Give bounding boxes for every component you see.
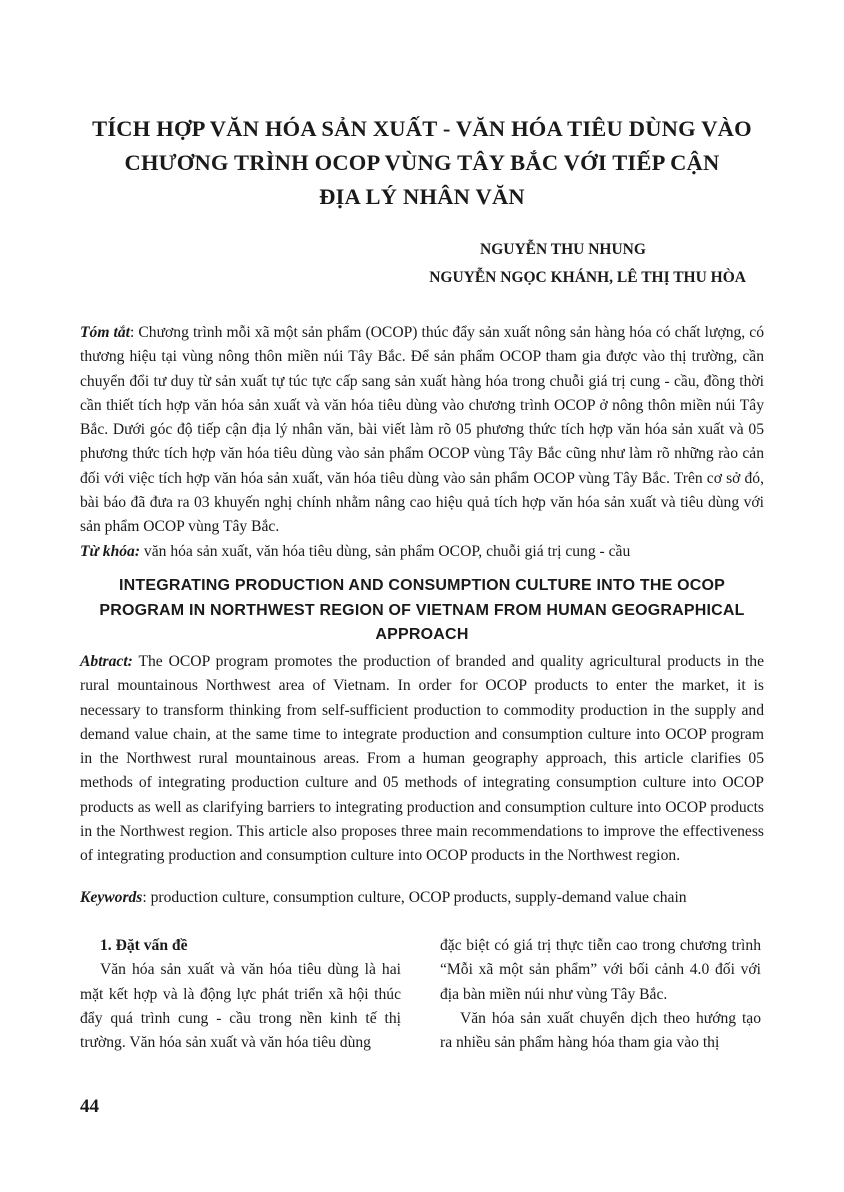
vietnamese-keywords	[80, 540, 764, 564]
section-heading: 1. Đặt vấn đề	[100, 937, 188, 954]
vietnamese-title-line-2: CHƯƠNG TRÌNH OCOP VÙNG TÂY BẮC VỚI TIẾP CẬN	[124, 150, 720, 175]
body-paragraph: đặc biệt có giá trị thực tiễn cao trong chương trình “Mỗi xã một sản phẩm” với bối cảnh 4.0 đối với địa bàn miền núi như vùng Tây Bắc.	[440, 937, 761, 1003]
english-title	[70, 574, 774, 648]
author-line-2: NGUYỄN NGỌC KHÁNH, LÊ THỊ THU HÒA	[429, 269, 746, 286]
vietnamese-keywords-label: Từ khóa:	[80, 543, 141, 560]
body-column-left	[80, 934, 401, 1055]
vietnamese-title-line-3: ĐỊA LÝ NHÂN VĂN	[319, 184, 525, 209]
english-title-line-2: PROGRAM IN NORTHWEST REGION OF VIETNAM FROM HUMAN GEOGRAPHICAL	[99, 601, 745, 619]
author-line-1: NGUYỄN THU NHUNG	[480, 241, 646, 258]
english-keywords	[80, 886, 764, 910]
english-abstract	[80, 650, 764, 869]
abstract-label: Abtract:	[80, 653, 133, 670]
body-paragraph: Văn hóa sản xuất chuyển dịch theo hướng tạo ra nhiều sản phẩm hàng hóa tham gia vào thị	[440, 1009, 761, 1052]
vietnamese-title-line-1: TÍCH HỢP VĂN HÓA SẢN XUẤT - VĂN HÓA TIÊU DÙNG VÀO	[92, 116, 752, 141]
english-title-line-1: INTEGRATING PRODUCTION AND CONSUMPTION CULTURE INTO THE OCOP	[118, 577, 726, 594]
body-paragraph: Văn hóa sản xuất và văn hóa tiêu dùng là hai mặt kết hợp và là động lực phát triển xã hội thúc đẩy quá trình cung - cầu trong nền kinh tế thị trường. Văn hóa sản xuất và văn hóa tiêu dùng	[80, 961, 401, 1052]
vietnamese-summary	[80, 321, 764, 540]
english-keywords-label: Keywords	[80, 889, 143, 906]
vietnamese-title	[60, 112, 784, 214]
abstract-text: The OCOP program promotes the production of branded and quality agricultural products in the rural mountainous Northwest area of Vietnam. In order for OCOP products to enter the market, it is necessary to transform thinking from self-sufficient production to commodity production in the supply and demand value chain, at the same time to integrate production and consumption culture into OCOP program in the Northwest rural mountainous areas. From a human geography approach, this article clarifies 05 methods of integrating production culture and 05 methods of integrating consumption culture into OCOP products as well as clarifying barriers to integrating production and consumption culture into OCOP products in the Northwest region. This article also proposes three main recommendations to improve the effectiveness of integrating production and consumption culture into OCOP products in the Northwest region.	[80, 653, 764, 865]
summary-label: Tóm tắt	[80, 324, 130, 341]
authors	[300, 236, 746, 292]
summary-text: : Chương trình mỗi xã một sản phẩm (OCOP) thúc đẩy sản xuất nông sản hàng hóa có chất lượng, có thương hiệu tại vùng nông thôn miền núi Tây Bắc. Để sản phẩm OCOP tham gia được vào thị trường, cần chuyển đổi tư duy từ sản xuất tự túc tực cấp sang sản xuất hàng hóa trong chuỗi giá trị cung - cầu, đồng thời cần thiết tích hợp văn hóa sản xuất và văn hóa tiêu dùng vào chương trình OCOP ở nông thôn miền núi Tây Bắc. Dưới góc độ tiếp cận địa lý nhân văn, bài viết làm rõ 05 phương thức tích hợp văn hóa sản xuất và 05 phương thức tích hợp văn hóa tiêu dùng vào sản phẩm OCOP vùng Tây Bắc cũng như làm rõ những rào cản đối với việc tích hợp văn hóa sản xuất, văn hóa tiêu dùng vào sản phẩm OCOP vùng Tây Bắc. Trên cơ sở đó, bài báo đã đưa ra 03 khuyến nghị chính nhằm nâng cao hiệu quả tích hợp văn hóa sản xuất và tiêu dùng với sản phẩm OCOP vùng Tây Bắc.	[80, 324, 764, 536]
english-keywords-text: : production culture, consumption culture, OCOP products, supply-demand value chain	[142, 889, 687, 906]
body-column-right	[440, 934, 761, 1055]
english-title-line-3: APPROACH	[375, 626, 469, 643]
vietnamese-keywords-text: văn hóa sản xuất, văn hóa tiêu dùng, sản phẩm OCOP, chuỗi giá trị cung - cầu	[140, 543, 631, 560]
page-number: 44	[80, 1096, 99, 1117]
